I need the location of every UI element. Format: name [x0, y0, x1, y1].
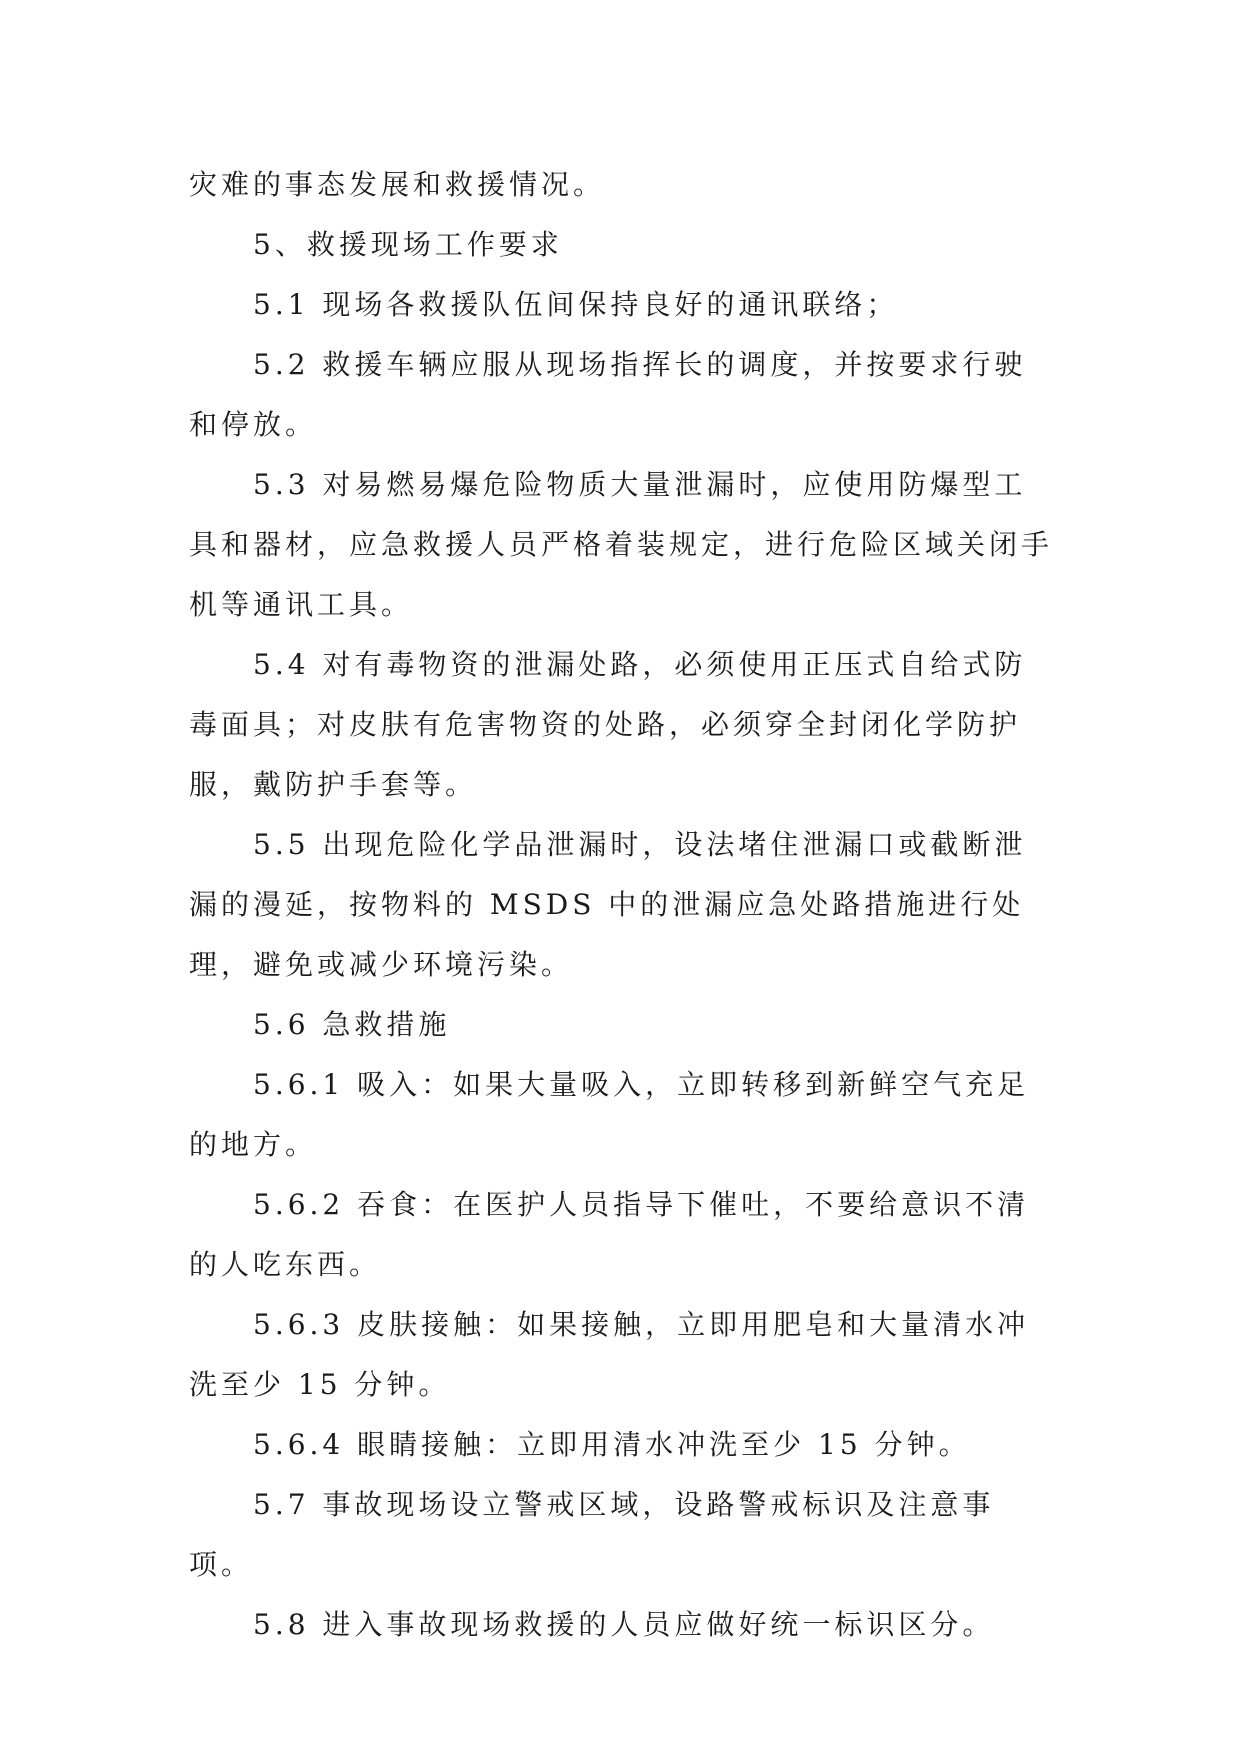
paragraph-5-5: 5.5 出现危险化学品泄漏时，设法堵住泄漏口或截断泄漏的漫延，按物料的 MSDS 中的泄漏应急处路措施进行处理，避免或减少环境污染。	[189, 828, 1027, 981]
document-body	[189, 155, 1057, 1655]
paragraph-5-7: 5.7 事故现场设立警戒区域，设路警戒标识及注意事项。	[189, 1488, 995, 1581]
paragraph-5-6-2: 5.6.2 吞食：在医护人员指导下催吐，不要给意识不清的人吃东西。	[189, 1188, 1030, 1281]
paragraph-5-1: 5.1 现场各救援队伍间保持良好的通讯联络；	[253, 288, 899, 321]
paragraph-5-3: 5.3 对易燃易爆危险物质大量泄漏时，应使用防爆型工具和器材，应急救援人员严格着装规定，进行危险区域关闭手机等通讯工具。	[189, 468, 1054, 621]
section-heading-5: 5、救援现场工作要求	[253, 228, 563, 261]
paragraph-5-2: 5.2 救援车辆应服从现场指挥长的调度，并按要求行驶和停放。	[189, 348, 1027, 441]
paragraph-5-6-1: 5.6.1 吸入：如果大量吸入，立即转移到新鲜空气充足的地方。	[189, 1068, 1030, 1161]
paragraph-5-6-3: 5.6.3 皮肤接触：如果接触，立即用肥皂和大量清水冲洗至少 15 分钟。	[189, 1308, 1030, 1401]
paragraph-5-6-4: 5.6.4 眼睛接触：立即用清水冲洗至少 15 分钟。	[253, 1428, 971, 1461]
paragraph-5-8: 5.8 进入事故现场救援的人员应做好统一标识区分。	[253, 1608, 995, 1641]
paragraph-continuation: 灾难的事态发展和救援情况。	[189, 168, 606, 201]
section-heading-5-6: 5.6 急救措施	[253, 1008, 451, 1041]
paragraph-5-4: 5.4 对有毒物资的泄漏处路，必须使用正压式自给式防毒面具；对皮肤有危害物资的处路，必须穿全封闭化学防护服，戴防护手套等。	[189, 648, 1027, 801]
